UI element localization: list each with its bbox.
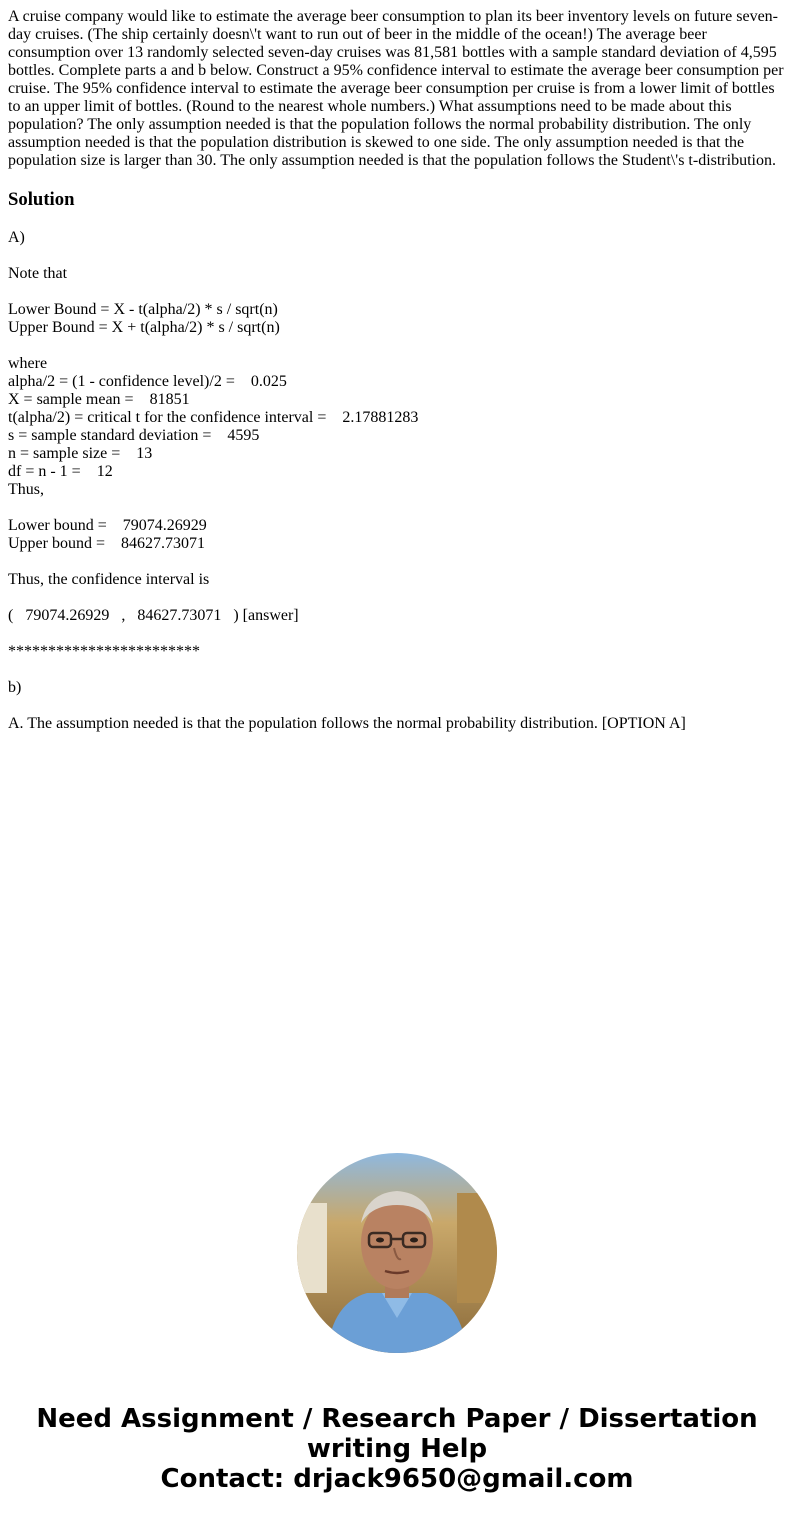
sample-size-line: n = sample size = 13 [8, 445, 153, 462]
where-text: where [8, 355, 48, 372]
confidence-interval-answer: ( 79074.26929 , 84627.73071 ) [answer] [8, 607, 299, 624]
separator-line: ************************ [8, 643, 200, 660]
std-dev-line: s = sample standard deviation = 4595 [8, 427, 260, 444]
part-b-answer: A. The assumption needed is that the population follows the normal probability distribution. [OPTION A] [8, 715, 686, 732]
upper-bound-formula: Upper Bound = X + t(alpha/2) * s / sqrt(n) [8, 319, 280, 336]
promo-line-2: writing Help [306, 1434, 488, 1464]
df-line: df = n - 1 = 12 [8, 463, 113, 480]
lower-bound-result: Lower bound = 79074.26929 [8, 517, 207, 534]
document-body [0, 0, 794, 733]
question-text: A cruise company would like to estimate the average beer consumption to plan its beer inventory levels on future seven-day cruises. (The ship certainly doesn\'t want to run out of beer in the middle of the ocean!) The average beer consumption over 13 randomly selected seven-day cruises was 81,581 bottles with a sample standard deviation of 4,595 bottles. Complete parts a and b below. Construct a 95% confidence interval to estimate the average beer consumption per cruise. The 95% confidence interval to estimate the average beer consumption per cruise is from a lower limit of bottles to an upper limit of bottles. (Round to the nearest whole numbers.) What assumptions need to be made about this population? The only assumption needed is that the population follows the normal probability distribution. The only assumption needed is that the population distribution is skewed to one side. The only assumption needed is that the population size is larger than 30. The only assumption needed is that the population follows the Student\'s t-distribution. [8, 8, 784, 169]
mean-line: X = sample mean = 81851 [8, 391, 190, 408]
t-critical-line: t(alpha/2) = critical t for the confidence interval = 2.17881283 [8, 409, 419, 426]
author-avatar [297, 1153, 497, 1353]
promo-line-1: Need Assignment / Research Paper / Dissertation [36, 1404, 758, 1434]
promo-contact-line: Contact: drjack9650@gmail.com [160, 1464, 634, 1494]
thus-text: Thus, [8, 481, 44, 498]
alpha-line: alpha/2 = (1 - confidence level)/2 = 0.025 [8, 373, 287, 390]
confidence-interval-intro: Thus, the confidence interval is [8, 571, 210, 588]
part-b-label: b) [8, 679, 22, 696]
note-text: Note that [8, 265, 68, 282]
upper-bound-result: Upper bound = 84627.73071 [8, 535, 206, 552]
lower-bound-formula: Lower Bound = X - t(alpha/2) * s / sqrt(n) [8, 301, 278, 318]
author-photo-illustration [297, 1153, 497, 1353]
promo-banner [0, 1404, 794, 1494]
solution-heading: Solution [8, 189, 75, 210]
part-a-label: A) [8, 229, 25, 246]
